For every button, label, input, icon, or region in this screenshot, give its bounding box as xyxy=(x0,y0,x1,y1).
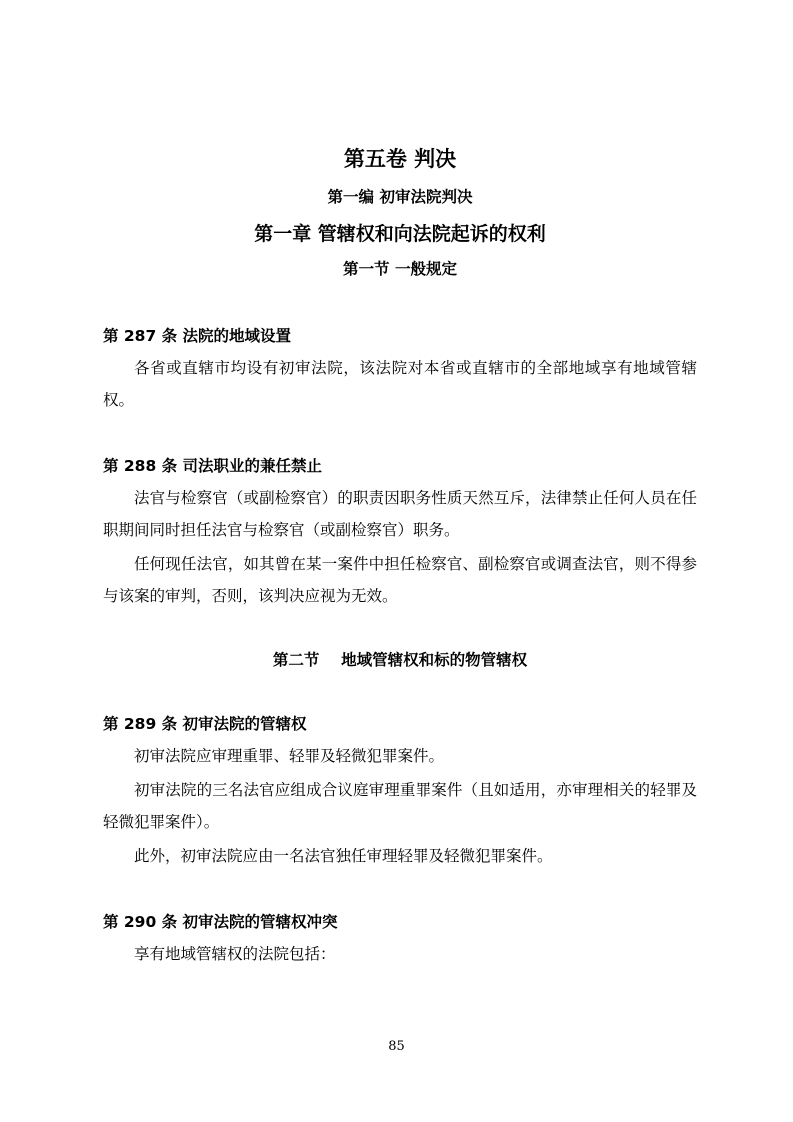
section-2-label: 第二节 xyxy=(272,651,320,669)
section-2-title xyxy=(103,646,697,674)
page-number: 85 xyxy=(388,1039,405,1054)
section-1-title: 第一节 一般规定 xyxy=(343,260,457,278)
article-290 xyxy=(103,908,697,970)
article-288-paragraph: 法官与检察官（或副检察官）的职责因职务性质天然互斥，法律禁止任何人员在任职期间同时担任法官与检察官（或副检察官）职务。 xyxy=(103,489,697,539)
article-287-heading: 第 287 条 法院的地域设置 xyxy=(103,327,292,345)
section-2-name: 地域管辖权和标的物管辖权 xyxy=(341,651,528,669)
chapter-title: 第一章 管辖权和向法院起诉的权利 xyxy=(254,223,546,245)
article-288-paragraph: 任何现任法官，如其曾在某一案件中担任检察官、副检察官或调查法官，则不得参与该案的审判，否则，该判决应视为无效。 xyxy=(103,555,697,605)
article-290-paragraph: 享有地域管辖权的法院包括： xyxy=(134,945,336,963)
document-content xyxy=(103,0,697,970)
article-288 xyxy=(103,452,697,612)
article-289-paragraph: 初审法院应审理重罪、轻罪及轻微犯罪案件。 xyxy=(134,747,445,765)
article-289 xyxy=(103,710,697,872)
part-title: 第一编 初审法院判决 xyxy=(327,188,473,206)
article-289-paragraph: 此外，初审法院应由一名法官独任审理轻罪及轻微犯罪案件。 xyxy=(134,847,553,865)
article-288-heading: 第 288 条 司法职业的兼任禁止 xyxy=(103,457,323,475)
article-289-paragraph: 初审法院的三名法官应组成合议庭审理重罪案件（且如适用，亦审理相关的轻罪及轻微犯罪案件）。 xyxy=(103,781,697,831)
article-287 xyxy=(103,322,697,416)
article-287-paragraph: 各省或直辖市均设有初审法院，该法院对本省或直辖市的全部地域享有地域管辖权。 xyxy=(103,359,697,409)
volume-title: 第五卷 判决 xyxy=(343,147,457,171)
article-289-heading: 第 289 条 初审法院的管辖权 xyxy=(103,715,307,733)
article-290-heading: 第 290 条 初审法院的管辖权冲突 xyxy=(103,913,338,931)
